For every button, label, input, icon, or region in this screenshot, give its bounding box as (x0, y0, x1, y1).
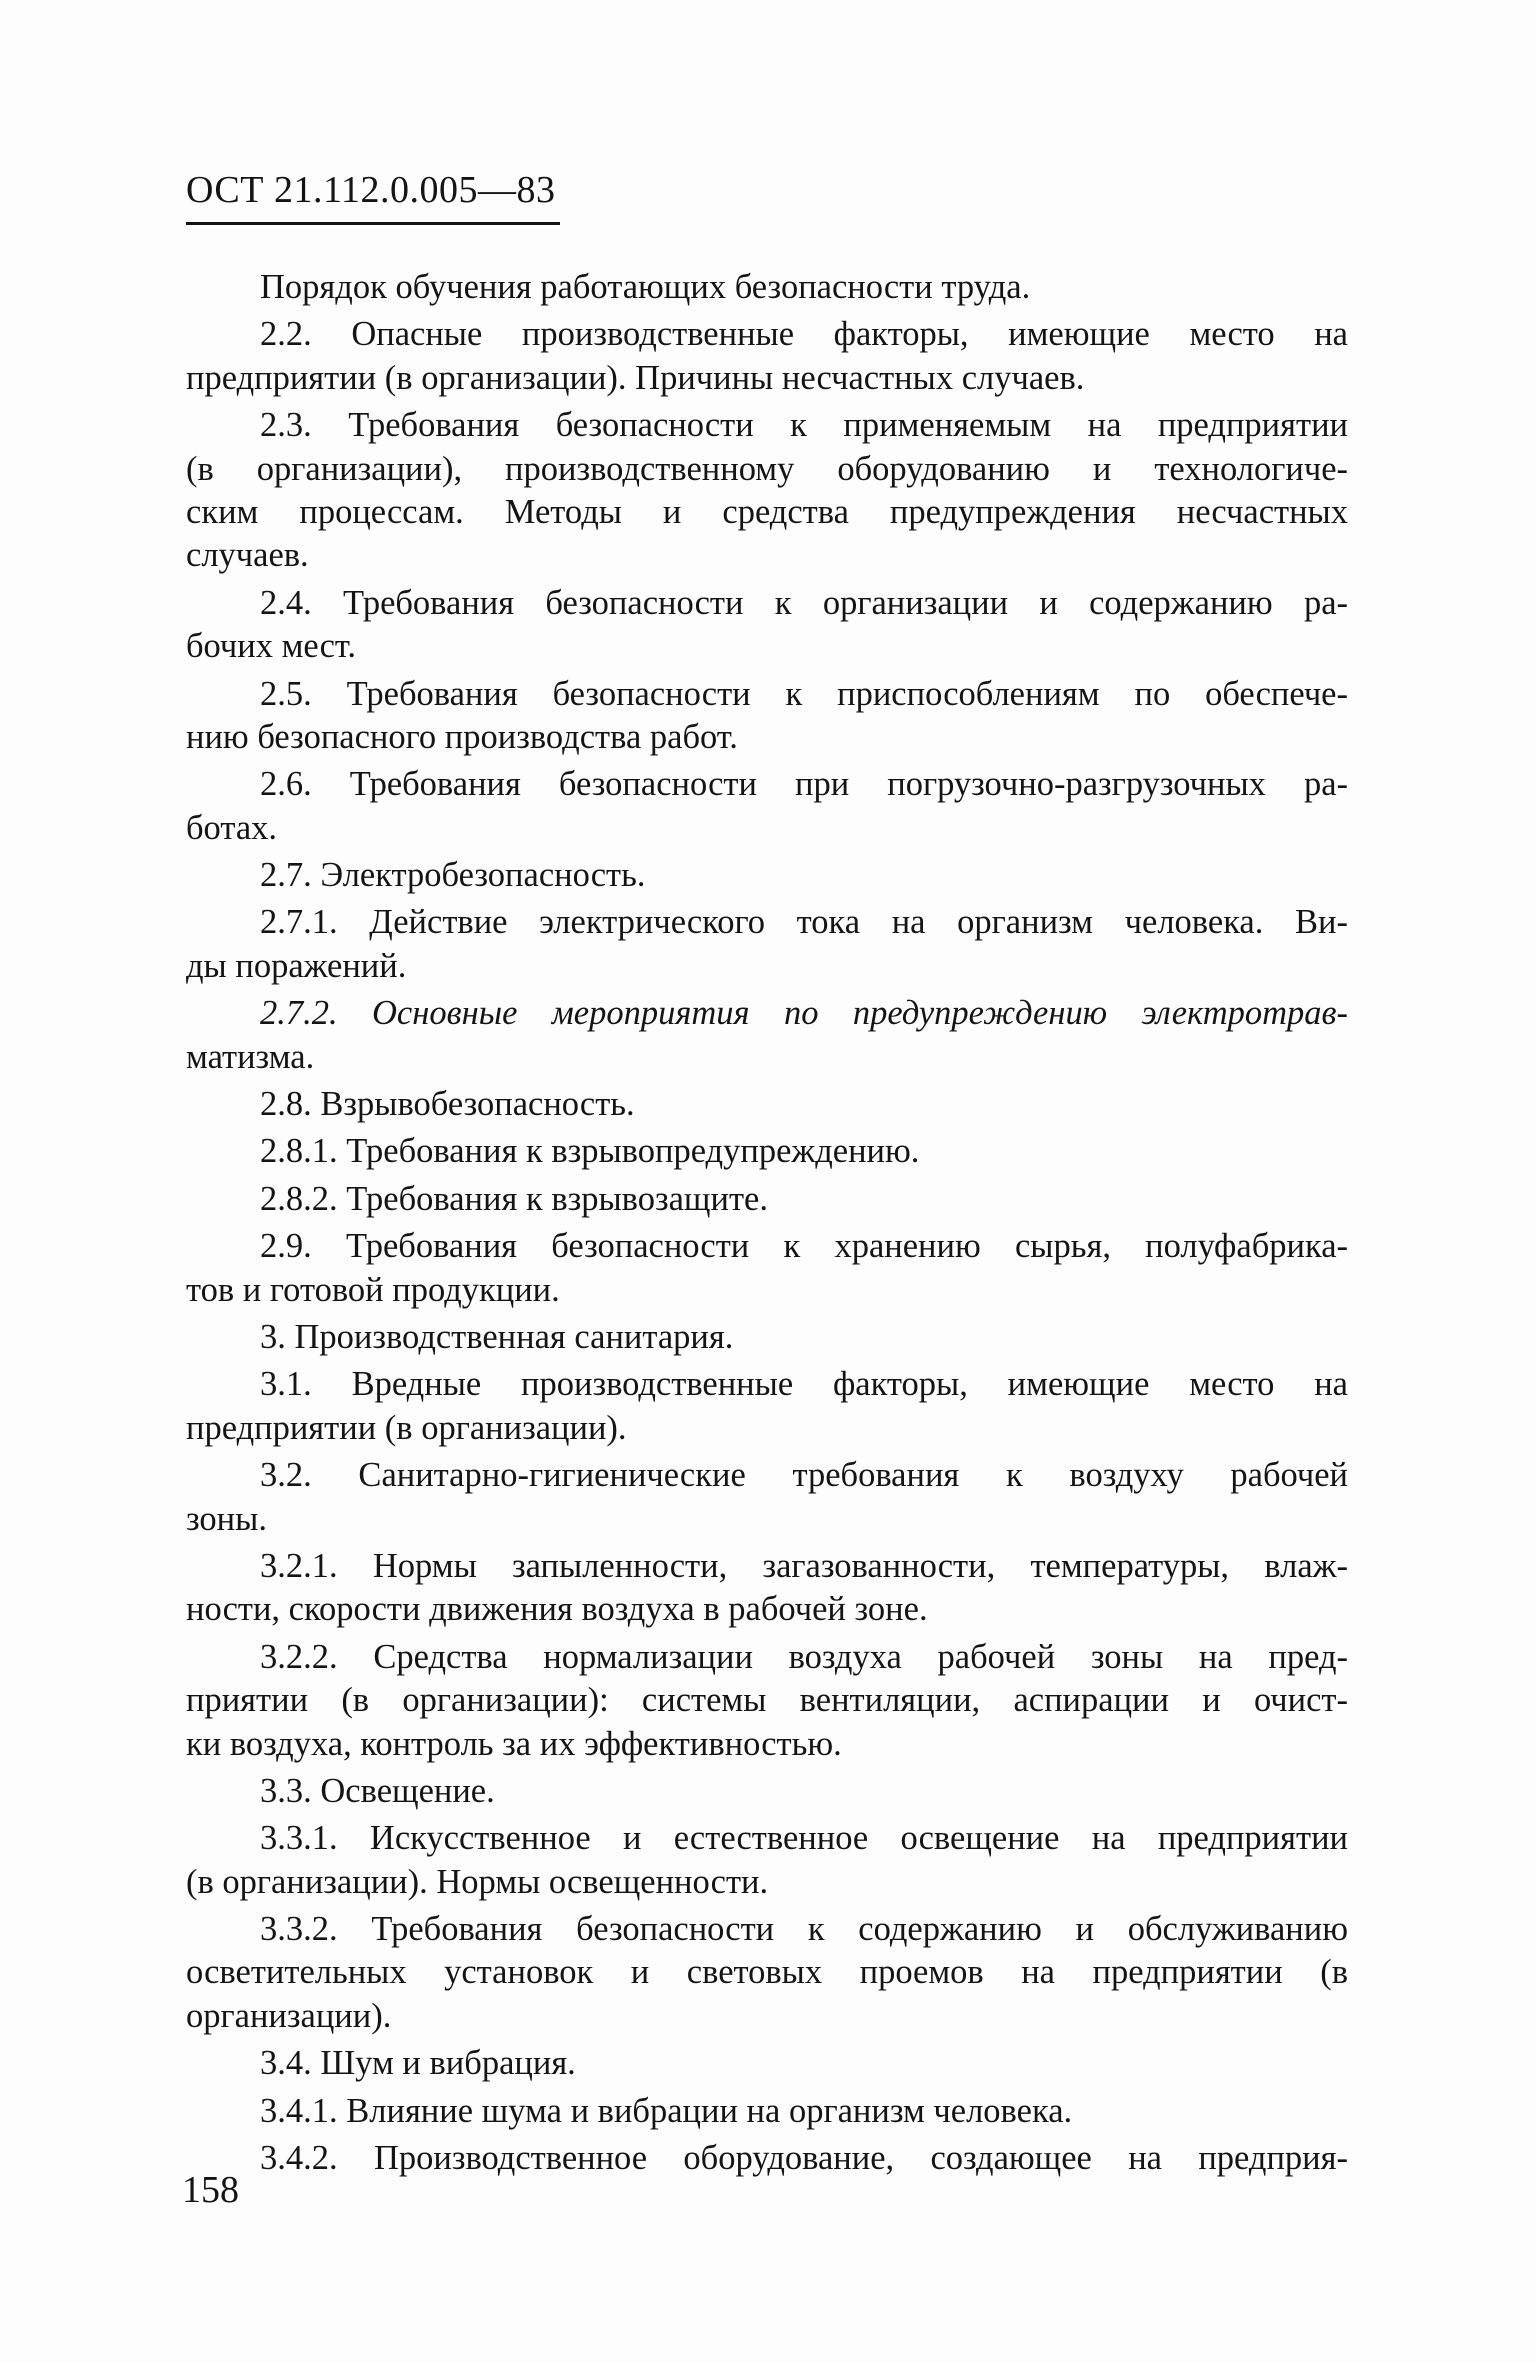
text-line: зоны. (186, 1499, 267, 1538)
text-line: ки воздуха, контроль за их эффективностью. (186, 1724, 842, 1763)
text-line: 2.4. Требования безопасности к организации и содержанию ра- (260, 583, 1348, 622)
text-line: 3.3.2. Требования безопасности к содержанию и обслуживанию (260, 1910, 1348, 1949)
text-line: 3.2. Санитарно-гигиенические требования к воздуху рабочей (260, 1456, 1348, 1495)
text-line: 2.8.1. Требования к взрывопредупреждению. (260, 1132, 920, 1171)
text-line: 3.3. Освещение. (260, 1771, 495, 1810)
text-line: приятии (в организации): системы вентиляции, аспирации и очист- (186, 1681, 1348, 1720)
text-line: 2.7.2. Основные мероприятия по предупреждению электротрав- (260, 994, 1348, 1033)
text-line: 3.4. Шум и вибрация. (260, 2044, 576, 2083)
standard-designation: ОСТ 21.112.0.005—83 (186, 169, 556, 211)
text-line: 2.9. Требования безопасности к хранению сырья, полуфабрика- (260, 1227, 1348, 1266)
text-line: (в организации). Нормы освещенности. (186, 1862, 769, 1901)
text-line: 3.2.2. Средства нормализации воздуха рабочей зоны на пред- (260, 1637, 1348, 1676)
text-line: организации). (186, 1996, 392, 2035)
text-line: случаев. (186, 536, 309, 575)
text-line: 3.2.1. Нормы запыленности, загазованности, температуры, влаж- (260, 1546, 1348, 1585)
text-line: 3.3.1. Искусственное и естественное освещение на предприятии (260, 1819, 1348, 1858)
text-line: Порядок обучения работающих безопасности труда. (260, 268, 1031, 306)
text-line: 3. Производственная санитария. (260, 1317, 734, 1356)
text-line: 2.6. Требования безопасности при погрузочно-разгрузочных ра- (260, 765, 1348, 804)
text-line: предприятии (в организации). Причины несчастных случаев. (186, 358, 1085, 397)
body-text (186, 266, 1348, 2180)
text-line: нию безопасного производства работ. (186, 717, 738, 756)
text-line: 2.2. Опасные производственные факторы, имеющие место на (260, 315, 1348, 354)
text-line: осветительных установок и световых проемов на предприятии (в (186, 1953, 1348, 1992)
text-line: 2.8.2. Требования к взрывозащите. (260, 1179, 768, 1218)
header-underline (186, 222, 560, 225)
text-line: ды поражений. (186, 946, 407, 985)
text-line: 3.1. Вредные производственные факторы, имеющие место на (260, 1365, 1348, 1404)
text-line: 2.5. Требования безопасности к приспособлениям по обеспече- (260, 674, 1348, 713)
text-line: (в организации), производственному оборудованию и технологиче- (186, 449, 1348, 488)
text-line: ботах. (186, 808, 278, 847)
text-line: ским процессам. Методы и средства предупреждения несчастных (186, 492, 1348, 531)
text-line: бочих мест. (186, 627, 357, 666)
text-line: 2.7. Электробезопасность. (260, 856, 646, 895)
page-number: 158 (182, 2169, 239, 2211)
text-line: 3.4.2. Производственное оборудование, создающее на предприя- (260, 2139, 1348, 2178)
text-line: 2.7.1. Действие электрического тока на организм человека. Ви- (260, 903, 1348, 942)
text-line: 3.4.1. Влияние шума и вибрации на организм человека. (260, 2091, 1073, 2130)
text-line: тов и готовой продукции. (186, 1270, 560, 1309)
text-line: предприятии (в организации). (186, 1408, 627, 1447)
text-line: матизма. (186, 1037, 315, 1076)
text-line: 2.8. Взрывобезопасность. (260, 1085, 635, 1124)
text-line: 2.3. Требования безопасности к применяемым на предприятии (260, 406, 1348, 445)
text-line: ности, скорости движения воздуха в рабочей зоне. (186, 1590, 928, 1629)
